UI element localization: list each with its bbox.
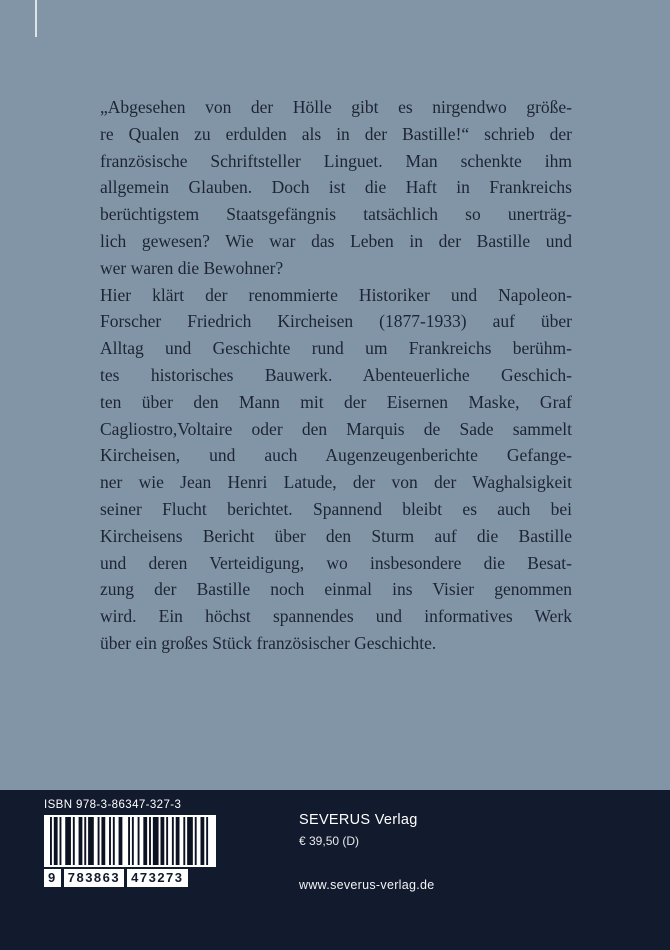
- blurb-line: tes historisches Bauwerk. Abenteuerliche Geschich-: [100, 364, 572, 385]
- blurb-line: Cagliostro,Voltaire oder den Marquis de Sade sammelt: [100, 418, 572, 439]
- footer-band: [0, 790, 670, 950]
- blurb-text: [100, 94, 572, 657]
- publisher-block: [299, 812, 418, 848]
- paragraph: [100, 94, 572, 282]
- fold-mark: [35, 0, 37, 37]
- blurb-line: französische Schriftsteller Linguet. Man schenkte ihm: [100, 150, 572, 171]
- blurb-line: „Abgesehen von der Hölle gibt es nirgendwo größe-: [100, 97, 572, 117]
- barcode: [44, 815, 216, 867]
- blurb-line: zung der Bastille noch einmal ins Visier genommen: [100, 579, 572, 600]
- blurb-line: über ein großes Stück französischer Geschichte.: [100, 632, 437, 653]
- blurb-line: Hier klärt der renommierte Historiker und Napoleon-: [100, 284, 572, 305]
- barcode-digit-group: 473273: [127, 869, 187, 887]
- isbn-label: ISBN 978-3-86347-327-3: [44, 799, 182, 811]
- blurb-line: wird. Ein höchst spannendes und informatives Werk: [100, 606, 572, 627]
- blurb-line: und deren Verteidigung, wo insbesondere die Besat-: [100, 552, 572, 573]
- blurb-line: Kircheisen, und auch Augenzeugenberichte Gefange-: [100, 445, 572, 466]
- publisher-name: SEVERUS Verlag: [299, 812, 418, 828]
- paragraph: [100, 282, 572, 657]
- barcode-block: [44, 799, 219, 887]
- blurb-line: seiner Flucht berichtet. Spannend bleibt es auch bei: [100, 498, 572, 519]
- blurb-line: ten über den Mann mit der Eisernen Maske, Graf: [100, 391, 572, 412]
- blurb-line: Forscher Friedrich Kircheisen (1877-1933) auf über: [100, 311, 572, 332]
- blurb-line: lich gewesen? Wie war das Leben in der Bastille und: [100, 230, 572, 251]
- barcode-digits: [44, 869, 219, 887]
- website-url: www.severus-verlag.de: [299, 878, 435, 892]
- barcode-digit-group: 783863: [64, 869, 124, 887]
- blurb-line: Alltag und Geschichte rund um Frankreichs berühm-: [100, 338, 572, 359]
- blurb-line: wer waren die Bewohner?: [100, 257, 284, 278]
- blurb-line: ner wie Jean Henri Latude, der von der Waghalsigkeit: [100, 472, 572, 493]
- blurb-line: re Qualen zu erdulden als in der Bastille!“ schrieb der: [100, 123, 572, 144]
- barcode-digit-group: 9: [44, 869, 61, 887]
- price: € 39,50 (D): [299, 834, 360, 848]
- blurb-line: berüchtigstem Staatsgefängnis tatsächlich so unerträg-: [100, 204, 572, 225]
- blurb-line: Kircheisens Bericht über den Sturm auf die Bastille: [100, 525, 572, 546]
- blurb-line: allgemein Glauben. Doch ist die Haft in Frankreichs: [100, 177, 572, 198]
